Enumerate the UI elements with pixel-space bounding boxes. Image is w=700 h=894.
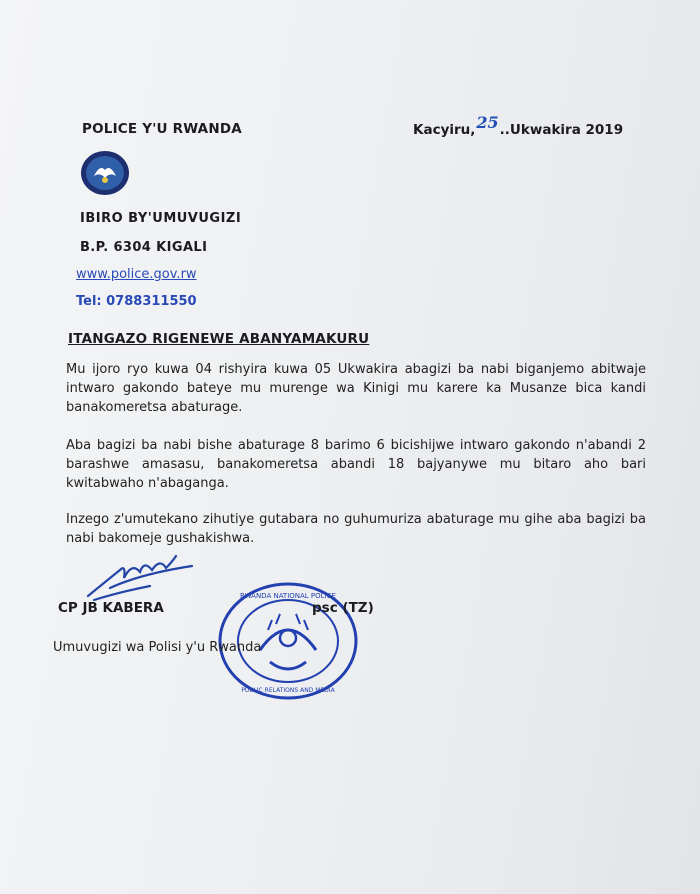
po-box: B.P. 6304 KIGALI [80,240,208,255]
svg-text:PUBLIC RELATIONS AND MEDIA: PUBLIC RELATIONS AND MEDIA [241,687,335,694]
org-name: POLICE Y'U RWANDA [82,121,242,137]
date-handwritten: 25 [476,113,499,132]
signatory-name: CP JB KABERA [58,600,164,616]
signatory-suffix: psc (TZ) [312,600,374,616]
letter-date [413,113,624,138]
document-title: ITANGAZO RIGENEWE ABANYAMAKURU [68,331,370,347]
signatory-position: Umuvugizi wa Polisi y'u Rwanda [53,640,262,655]
paragraph-1: Mu ijoro ryo kuwa 04 rishyira kuwa 05 Ukwakira abagizi ba nabi biganjemo abitwaje intwaro gakondo bateye mu murenge wa Kinigi mu karere ka Musanze bica kandi banakomeretsa abaturage. [66,362,646,415]
phone-number: Tel: 0788311550 [76,294,197,309]
paragraph-2: Aba bagizi ba nabi bishe abaturage 8 barimo 6 bicishijwe intwaro gakondo n'abandi 2 barashwe amasasu, banakomeretsa abandi 18 bajyanywe mu bitaro aho bari kwitabwaho n'abaganga. [66,438,646,491]
date-prefix: Kacyiru, [413,122,476,138]
police-emblem-icon [80,150,130,196]
office-name: IBIRO BY'UMUVUGIZI [80,211,242,226]
date-suffix: ..Ukwakira 2019 [499,122,624,138]
paragraph-3: Inzego z'umutekano zihutiye gutabara no guhumuriza abaturage mu gihe aba bagizi ba nabi bakomeje gushakishwa. [66,512,646,546]
website-link[interactable]: www.police.gov.rw [76,267,197,282]
svg-text:RWANDA NATIONAL POLICE: RWANDA NATIONAL POLICE [240,592,336,600]
